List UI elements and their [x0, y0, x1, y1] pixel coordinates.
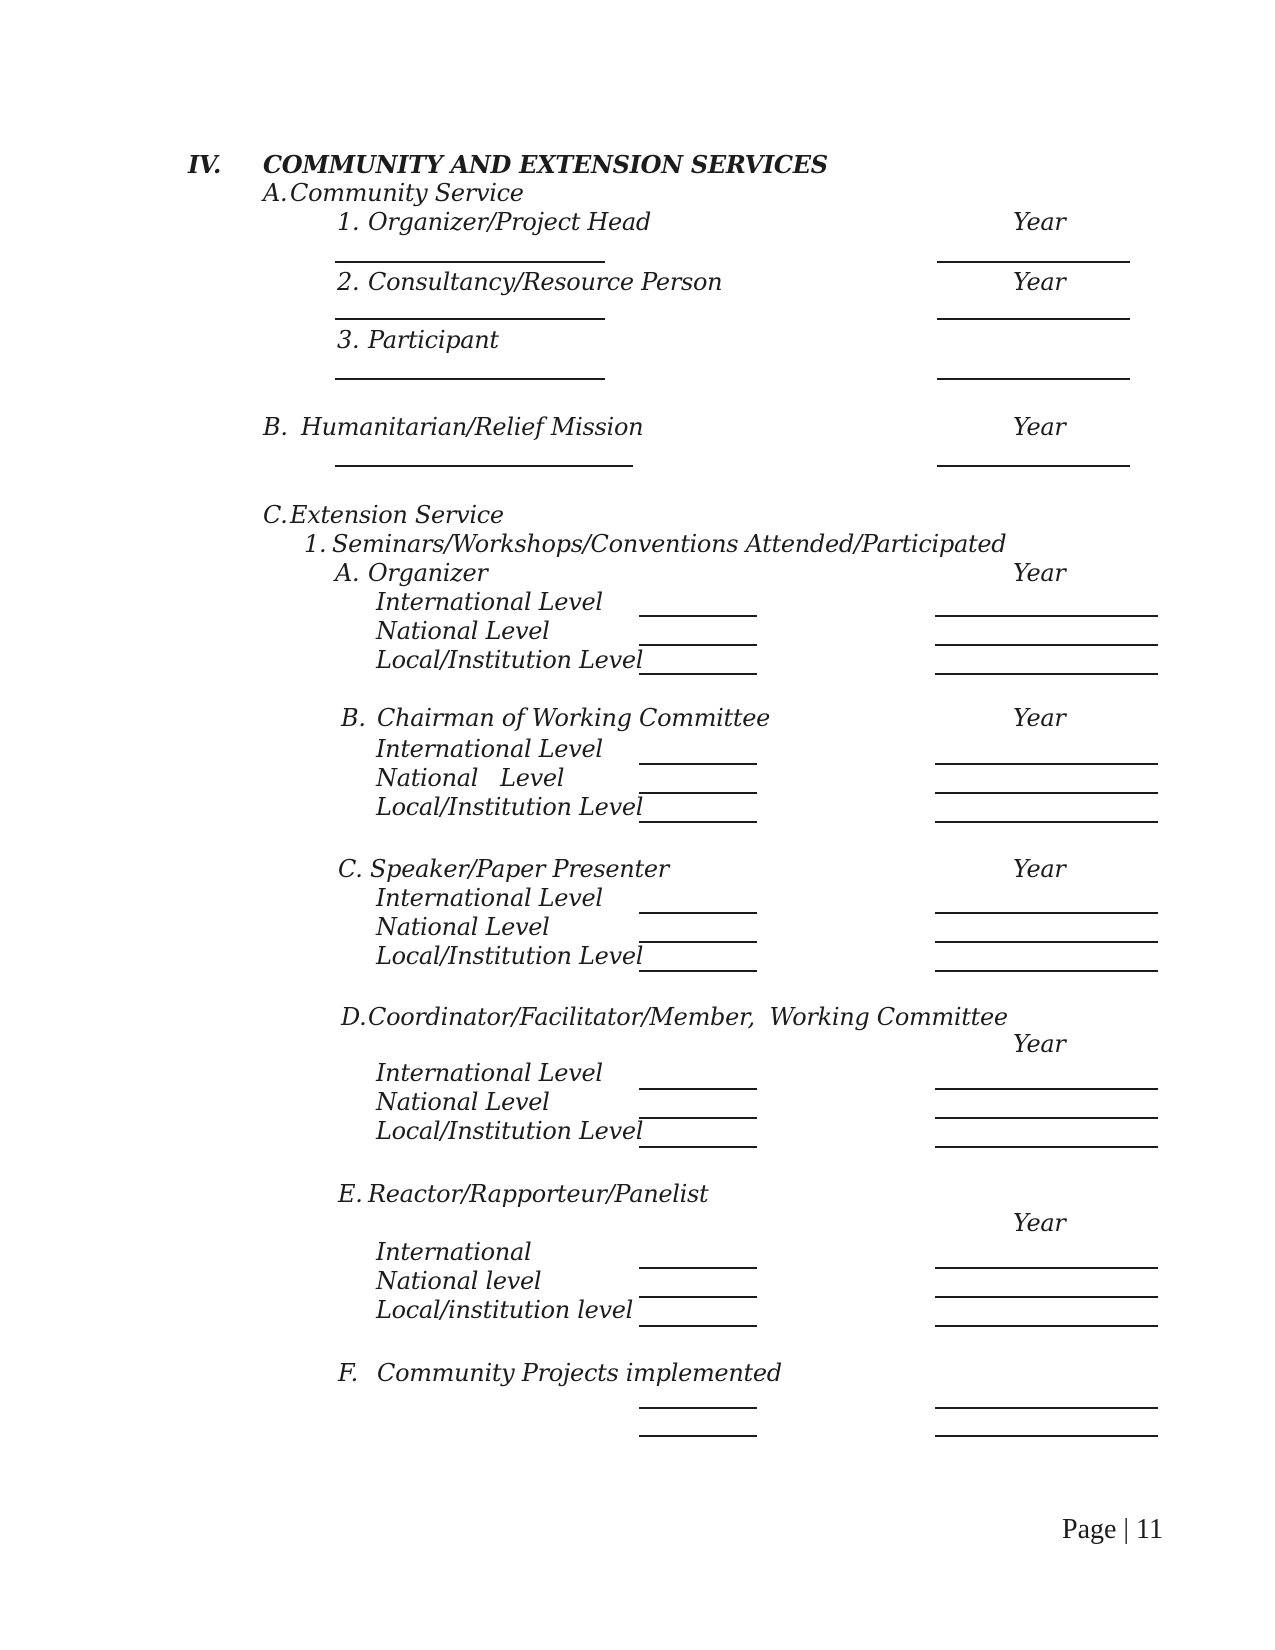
year-column-label: Year: [1013, 1209, 1066, 1237]
fill-in-line: [335, 378, 605, 380]
fill-in-line-year: [935, 792, 1158, 794]
level-label: National Level: [376, 1088, 550, 1116]
item-3-number: 3.: [337, 326, 360, 354]
sub-d-letter: D.: [341, 1003, 367, 1031]
year-column-label: Year: [1013, 559, 1066, 587]
level-label: Local/Institution Level: [376, 1117, 644, 1145]
fill-in-line-year: [937, 465, 1130, 467]
fill-in-line: [639, 1407, 757, 1409]
fill-in-line-year: [937, 261, 1130, 263]
fill-in-line: [639, 615, 757, 617]
fill-in-line: [639, 1146, 757, 1148]
level-label: Local/Institution Level: [376, 942, 644, 970]
seminars-title: Seminars/Workshops/Conventions Attended/Participated: [332, 530, 1007, 558]
level-label: National level: [376, 1267, 542, 1295]
fill-in-line-year: [935, 615, 1158, 617]
sub-c-title: Speaker/Paper Presenter: [370, 855, 669, 883]
fill-in-line-year: [935, 673, 1158, 675]
level-label: International: [376, 1238, 532, 1266]
subsection-c-letter: C.: [263, 501, 288, 529]
fill-in-line-year: [935, 912, 1158, 914]
fill-in-line-year: [935, 821, 1158, 823]
sub-e-letter: E.: [338, 1180, 363, 1208]
fill-in-line: [639, 1117, 757, 1119]
sub-e-title: Reactor/Rapporteur/Panelist: [368, 1180, 709, 1208]
level-label: National Level: [376, 617, 550, 645]
fill-in-line-year: [937, 318, 1130, 320]
year-column-label: Year: [1013, 855, 1066, 883]
sub-f-title: Community Projects implemented: [377, 1359, 782, 1387]
fill-in-line: [639, 941, 757, 943]
level-label: Local/Institution Level: [376, 793, 644, 821]
sub-f-letter: F.: [338, 1359, 358, 1387]
year-column-label: Year: [1013, 413, 1066, 441]
year-column-label: Year: [1013, 704, 1066, 732]
year-column-label: Year: [1013, 268, 1066, 296]
level-label: International Level: [376, 1059, 603, 1087]
year-column-label: Year: [1013, 208, 1066, 236]
fill-in-line-year: [935, 1435, 1158, 1437]
fill-in-line-year: [935, 1325, 1158, 1327]
sub-c-letter: C.: [338, 855, 363, 883]
fill-in-line-year: [935, 1088, 1158, 1090]
fill-in-line: [639, 792, 757, 794]
sub-b-title: Chairman of Working Committee: [377, 704, 771, 732]
fill-in-line: [639, 1325, 757, 1327]
fill-in-line-year: [935, 1117, 1158, 1119]
fill-in-line: [639, 970, 757, 972]
item-2-number: 2.: [337, 268, 360, 296]
subsection-a-title: Community Service: [290, 179, 524, 207]
seminars-number: 1.: [304, 530, 327, 558]
fill-in-line: [639, 1088, 757, 1090]
sub-a-title: Organizer: [368, 559, 488, 587]
fill-in-line: [335, 261, 605, 263]
subsection-b-title: Humanitarian/Relief Mission: [301, 413, 644, 441]
level-label: National Level: [376, 764, 565, 792]
fill-in-line: [639, 821, 757, 823]
section-number: IV.: [188, 150, 222, 179]
fill-in-line-year: [935, 941, 1158, 943]
level-label: Local/Institution Level: [376, 646, 644, 674]
fill-in-line: [335, 318, 605, 320]
level-label: International Level: [376, 735, 603, 763]
fill-in-line-year: [935, 1407, 1158, 1409]
fill-in-line-year: [935, 644, 1158, 646]
subsection-c-title: Extension Service: [290, 501, 504, 529]
level-label: International Level: [376, 884, 603, 912]
sub-b-letter: B.: [341, 704, 366, 732]
level-label: National Level: [376, 913, 550, 941]
fill-in-line-year: [935, 1267, 1158, 1269]
fill-in-line: [639, 673, 757, 675]
sub-d-title: Coordinator/Facilitator/Member, Working Committee: [368, 1003, 1008, 1031]
sub-a-letter: A.: [335, 559, 360, 587]
fill-in-line-year: [937, 378, 1130, 380]
item-1-label: Organizer/Project Head: [368, 208, 651, 236]
level-label: International Level: [376, 588, 603, 616]
page-number-footer: Page | 11: [1062, 1514, 1163, 1545]
subsection-a-letter: A.: [263, 179, 288, 207]
level-label: Local/institution level: [376, 1296, 634, 1324]
fill-in-line: [639, 763, 757, 765]
item-2-label: Consultancy/Resource Person: [368, 268, 723, 296]
fill-in-line: [639, 1435, 757, 1437]
fill-in-line: [639, 644, 757, 646]
item-1-number: 1.: [337, 208, 360, 236]
fill-in-line: [639, 1267, 757, 1269]
fill-in-line-year: [935, 1146, 1158, 1148]
section-title: COMMUNITY AND EXTENSION SERVICES: [263, 150, 828, 179]
fill-in-line: [639, 912, 757, 914]
year-column-label: Year: [1013, 1030, 1066, 1058]
item-3-label: Participant: [368, 326, 499, 354]
fill-in-line-year: [935, 1296, 1158, 1298]
subsection-b-letter: B.: [263, 413, 288, 441]
fill-in-line-year: [935, 763, 1158, 765]
fill-in-line-year: [935, 970, 1158, 972]
fill-in-line: [639, 1296, 757, 1298]
fill-in-line: [335, 465, 633, 467]
